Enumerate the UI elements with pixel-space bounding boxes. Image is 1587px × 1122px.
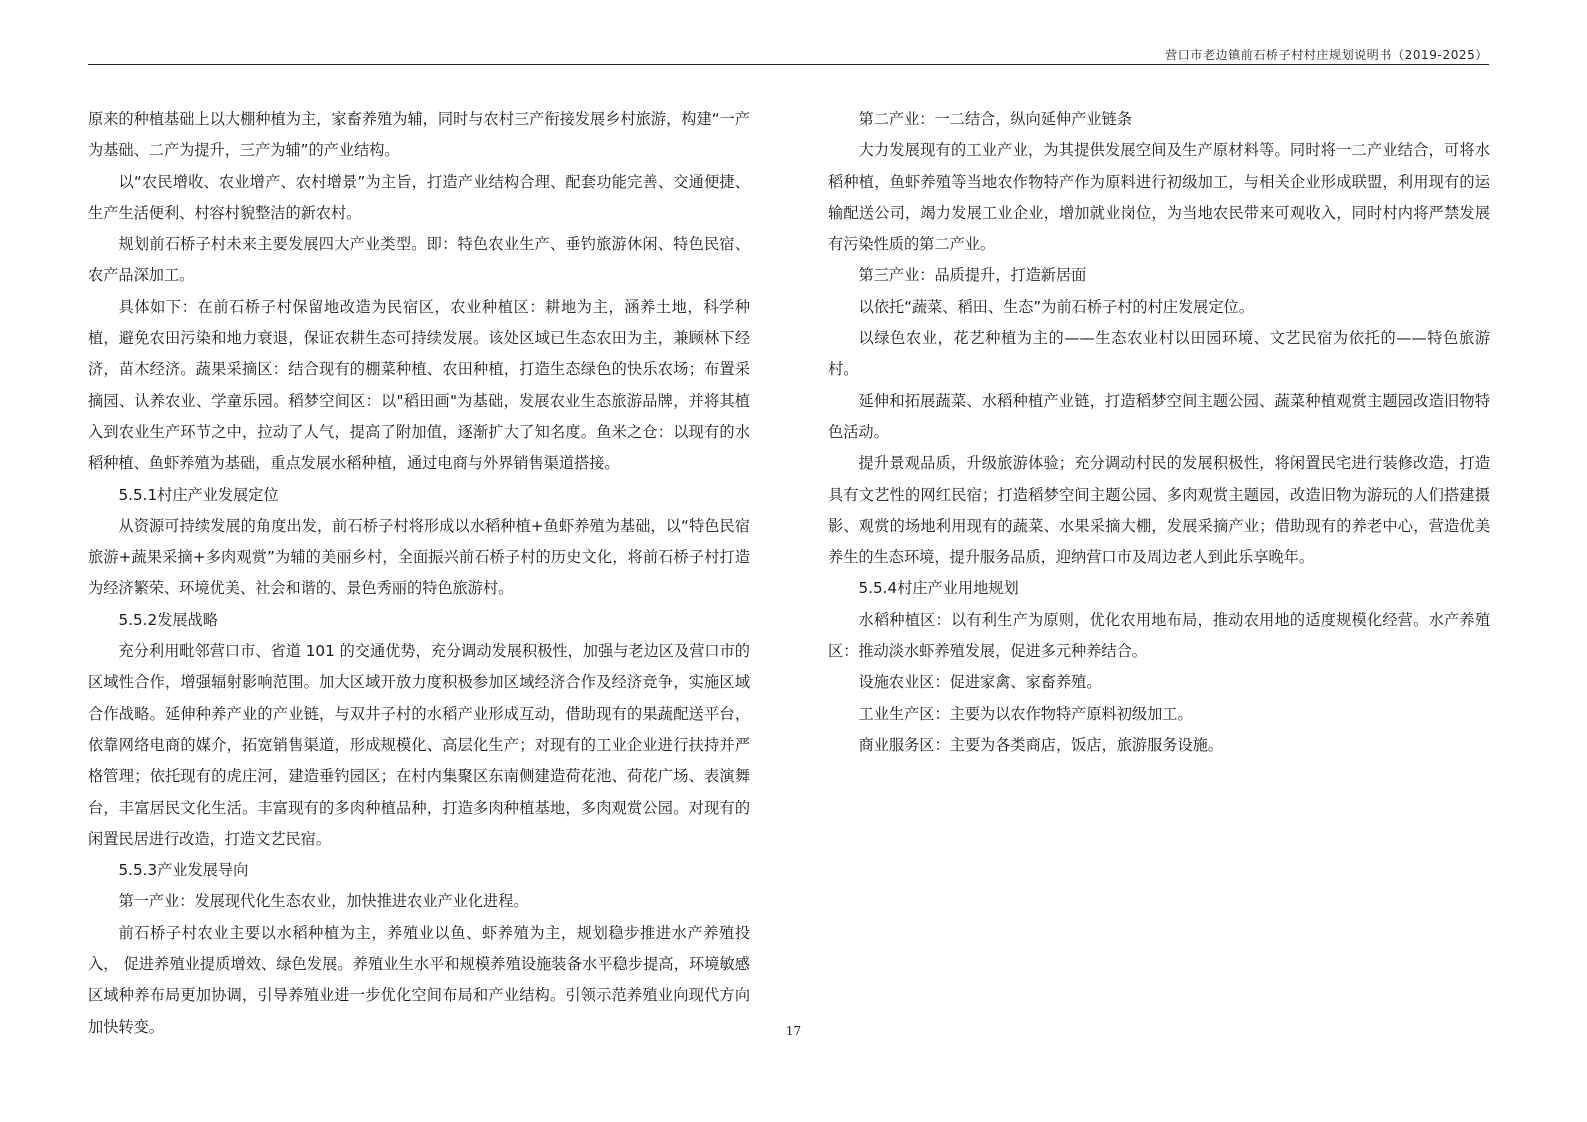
paragraph: 从资源可持续发展的角度出发，前石桥子村将形成以水稻种植+鱼虾养殖为基础，以“特色民宿旅游+蔬果采摘+多肉观赏”为辅的美丽乡村，全面振兴前石桥子村的历史文化，将前石桥子村打造为经济繁荣、环境优美、社会和谐的、景色秀丽的特色旅游村。 (88, 516, 750, 598)
paragraph: 充分利用毗邻营口市、省道 101 的交通优势，充分调动发展积极性，加强与老边区及营口市的区域性合作，增强辐射影响范围。加大区域开放力度积极参加区域经济合作及经济竞争，实施区域合作战略。延伸种养产业的产业链，与双井子村的水稻产业形成互动，借助现有的果蔬配送平台， 依靠网络电商的媒介，拓宽销售渠道，形成规模化、高层化生产；对现有的工业企业进行扶持并严格管理；依托现有的虎庄河，建造垂钓园区；在村内集聚区东南侧建造荷花池、荷花广场、表演舞台，丰富居民文化生活。丰富现有的多肉种植品种，打造多肉种植基地，多肉观赏公园。对现有的闲置民居进行改造，打造文艺民宿。 (88, 642, 750, 848)
section-heading: 5.5.4村庄产业用地规划 (858, 579, 1019, 598)
left-text-column (88, 104, 750, 1043)
header-divider (88, 64, 1489, 65)
paragraph: 第二产业：一二结合，纵向延伸产业链条 (858, 110, 1132, 128)
paragraph: 具体如下：在前石桥子村保留地改造为民宿区，农业种植区：耕地为主，涵养土地，科学种植，避免农田污染和地力衰退，保证农耕生态可持续发展。该处区域已生态农田为主，兼顾林下经济，苗木经济。蔬果采摘区：结合现有的棚菜种植、农田种植，打造生态绿色的快乐农场；布置采摘园、认养农业、学童乐园。稻梦空间区：以"稻田画"为基础，发展农业生态旅游品牌，并将其植入到农业生产环节之中，拉动了人气，提高了附加值，逐渐扩大了知名度。鱼米之仓：以现有的水稻种植、鱼虾养殖为基础，重点发展水稻种植，通过电商与外界销售渠道搭接。 (88, 297, 750, 473)
paragraph: 商业服务区：主要为各类商店，饭店，旅游服务设施。 (858, 735, 1223, 754)
paragraph: 工业生产区：主要为以农作物特产原料初级加工。 (858, 704, 1193, 723)
paragraph: 水稻种植区：以有利生产为原则，优化农用地布局，推动农用地的适度规模化经营。水产养殖区：推动淡水虾养殖发展，促进多元种养结合。 (828, 610, 1490, 661)
paragraph: 第三产业：品质提升，打造新居面 (858, 266, 1087, 285)
paragraph: 设施农业区：促进家禽、家畜养殖。 (858, 673, 1102, 692)
paragraph: 延伸和拓展蔬菜、水稻种植产业链，打造稻梦空间主题公园、蔬菜种植观赏主题园改造旧物特色活动。 (828, 391, 1490, 441)
paragraph: 提升景观品质，升级旅游体验；充分调动村民的发展积极性，将闲置民宅进行装修改造，打造具有文艺性的网红民宿；打造稻梦空间主题公园、多肉观赏主题园，改造旧物为游玩的人们搭建摄影、观赏的场地利用现有的蔬菜、水果采摘大棚，发展采摘产业；借助现有的养老中心，营造优美养生的生态环境，提升服务品质，迎纳营口市及周边老人到此乐享晚年。 (828, 454, 1490, 567)
page-number: 17 (785, 1024, 802, 1038)
paragraph: 大力发展现有的工业产业，为其提供发展空间及生产原材料等。同时将一二产业结合，可将水稻种植，鱼虾养殖等当地农作物特产作为原料进行初级加工，与相关企业形成联盟，利用现有的运输配送公司，竭力发展工业企业，增加就业岗位，为当地农民带来可观收入，同时村内将严禁发展有污染性质的第二产业。 (828, 141, 1490, 254)
document-header-title: 营口市老边镇前石桥子村村庄规划说明书（2019-2025） (1165, 48, 1488, 62)
paragraph: 规划前石桥子村未来主要发展四大产业类型。即：特色农业生产、垂钓旅游休闲、特色民宿、农产品深加工。 (88, 235, 750, 285)
paragraph: 原来的种植基础上以大棚种植为主，家畜养殖为辅，同时与农村三产衔接发展乡村旅游，构建“一产为基础、二产为提升，三产为辅”的产业结构。 (88, 110, 750, 160)
paragraph: 以绿色农业，花艺种植为主的——生态农业村以田园环境、文艺民宿为依托的——特色旅游村。 (828, 329, 1490, 379)
paragraph: 前石桥子村农业主要以水稻种植为主，养殖业以鱼、虾养殖为主，规划稳步推进水产养殖投入， 促进养殖业提质增效、绿色发展。养殖业生水平和规模养殖设施装备水平稳步提高，环境敏感区域种养布局更加协调，引导养殖业进一步优化空间布局和产业结构。引领示范养殖业向现代方向加快转变。 (88, 923, 750, 1036)
section-heading: 5.5.1村庄产业发展定位 (118, 485, 279, 504)
right-text-column (828, 104, 1490, 761)
paragraph: 第一产业：发展现代化生态农业，加快推进农业产业化进程。 (118, 892, 529, 911)
section-heading: 5.5.2发展战略 (118, 610, 218, 629)
paragraph: 以“农民增收、农业增产、农村增景”为主旨，打造产业结构合理、配套功能完善、交通便捷、生产生活便利、村容村貌整洁的新农村。 (88, 172, 750, 222)
section-heading: 5.5.3产业发展导向 (118, 861, 249, 880)
paragraph: 以依托“蔬菜、稻田、生态”为前石桥子村的村庄发展定位。 (858, 297, 1254, 316)
